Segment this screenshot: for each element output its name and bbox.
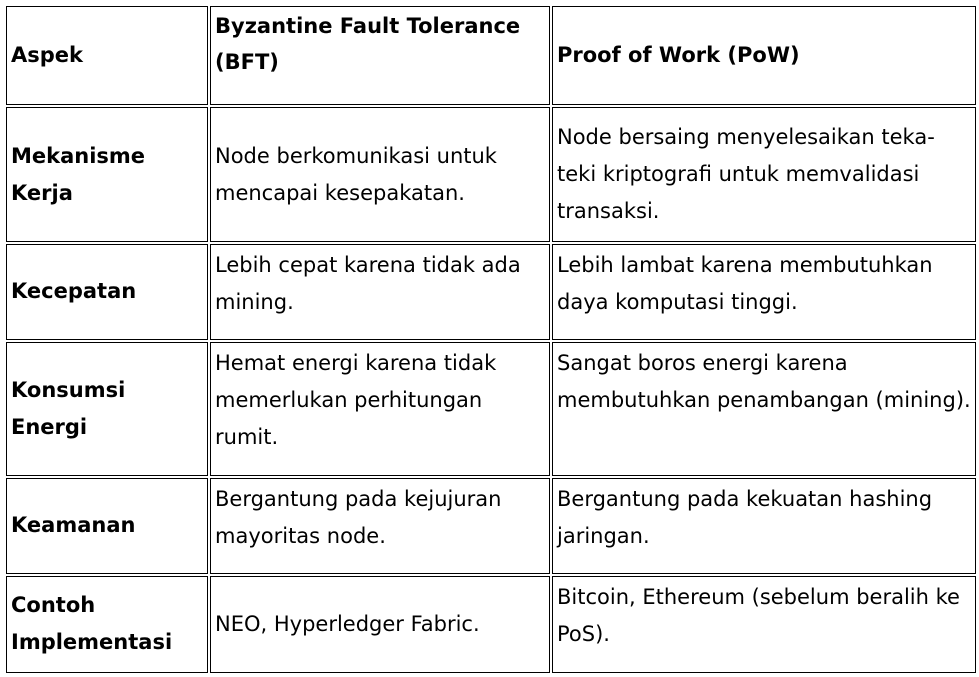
aspect-cell: Mekanisme Kerja bbox=[6, 107, 208, 242]
aspect-cell: Contoh Implementasi bbox=[6, 576, 208, 673]
table-row bbox=[6, 576, 976, 673]
header-cell-bft: Byzantine Fault Tolerance (BFT) bbox=[210, 6, 550, 105]
aspect-cell: Konsumsi Energi bbox=[6, 342, 208, 476]
table-row bbox=[6, 342, 976, 476]
bft-cell: Node berkomunikasi untuk mencapai kesepakatan. bbox=[210, 107, 550, 242]
bft-cell: NEO, Hyperledger Fabric. bbox=[210, 576, 550, 673]
bft-cell: Lebih cepat karena tidak ada mining. bbox=[210, 244, 550, 340]
pow-cell: Sangat boros energi karena membutuhkan penambangan (mining). bbox=[552, 342, 976, 476]
bft-cell: Hemat energi karena tidak memerlukan perhitungan rumit. bbox=[210, 342, 550, 476]
pow-cell: Node bersaing menyelesaikan teka-teki kriptografi untuk memvalidasi transaksi. bbox=[552, 107, 976, 242]
bft-cell: Bergantung pada kejujuran mayoritas node. bbox=[210, 478, 550, 574]
table-row bbox=[6, 244, 976, 340]
table-row bbox=[6, 107, 976, 242]
pow-cell: Lebih lambat karena membutuhkan daya komputasi tinggi. bbox=[552, 244, 976, 340]
header-cell-aspect: Aspek bbox=[6, 6, 208, 105]
comparison-table bbox=[4, 4, 978, 675]
aspect-cell: Kecepatan bbox=[6, 244, 208, 340]
pow-cell: Bergantung pada kekuatan hashing jaringan. bbox=[552, 478, 976, 574]
aspect-cell: Keamanan bbox=[6, 478, 208, 574]
table-header-row bbox=[6, 6, 976, 105]
header-cell-pow: Proof of Work (PoW) bbox=[552, 6, 976, 105]
table-row bbox=[6, 478, 976, 574]
pow-cell: Bitcoin, Ethereum (sebelum beralih ke PoS). bbox=[552, 576, 976, 673]
